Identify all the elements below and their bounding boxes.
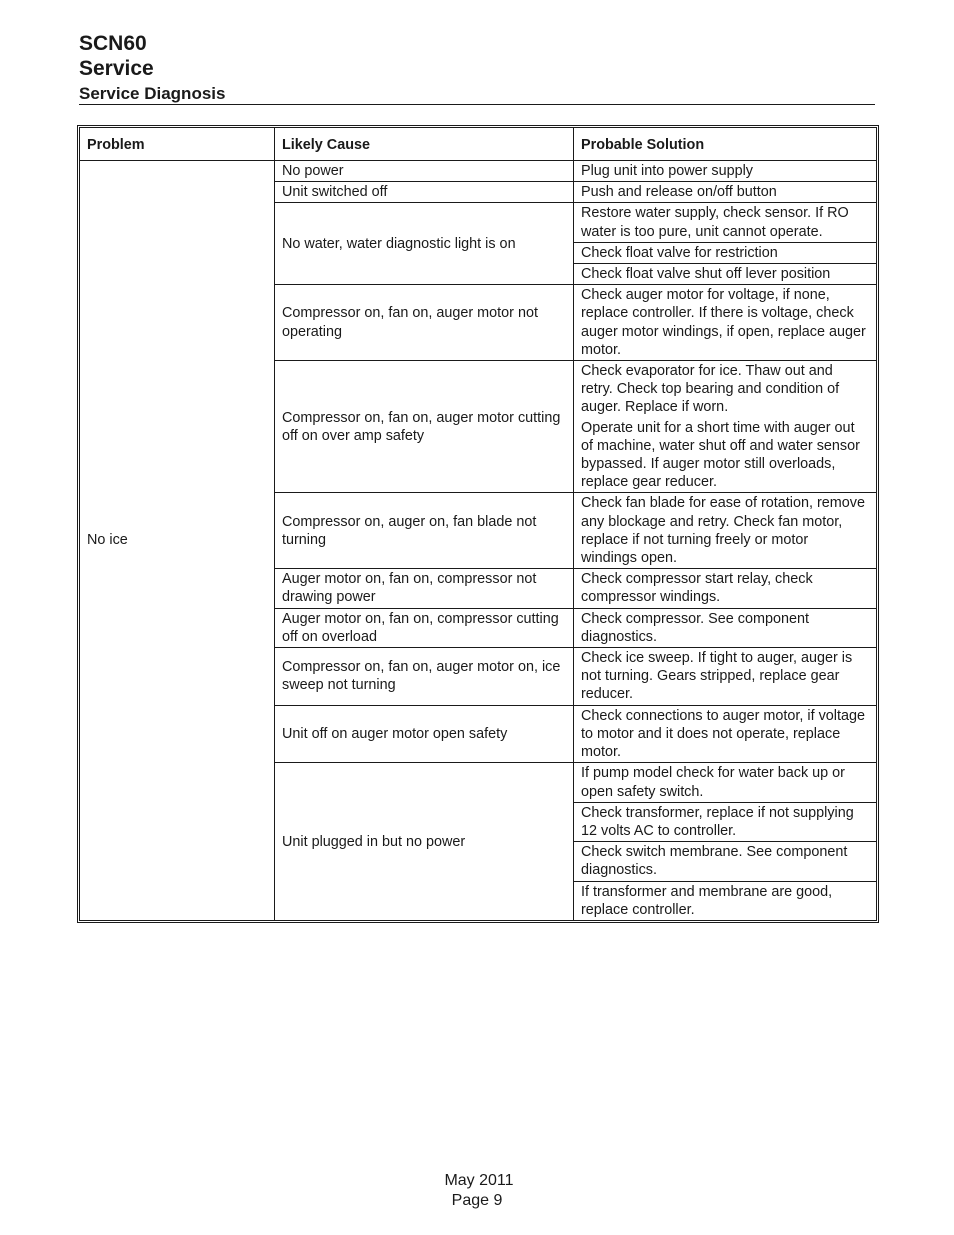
probable-solution-cell — [574, 763, 877, 802]
probable-solution-cell — [574, 648, 877, 706]
likely-cause-cell: No power — [275, 161, 574, 182]
likely-cause-cell: Unit switched off — [275, 182, 574, 203]
probable-solution-cell — [574, 493, 877, 569]
header-divider — [79, 104, 875, 105]
likely-cause-cell: No water, water diagnostic light is on — [275, 203, 574, 285]
solution-text: Plug unit into power supply — [581, 163, 753, 179]
service-diagnosis-table — [79, 127, 877, 921]
solution-text: Check connections to auger motor, if voltage to motor and it does not operate, replace motor. — [581, 707, 865, 761]
likely-cause-cell: Compressor on, fan on, auger motor on, ice sweep not turning — [275, 648, 574, 706]
solution-text: Restore water supply, check sensor. If RO water is too pure, unit cannot operate. — [581, 205, 849, 240]
solution-text: Check evaporator for ice. Thaw out and retry. Check top bearing and condition of auger. Replace if worn. — [581, 363, 840, 416]
probable-solution-cell — [574, 182, 877, 203]
table-header-row — [80, 128, 877, 161]
table-row — [80, 161, 877, 182]
likely-cause-cell: Auger motor on, fan on, compressor not drawing power — [275, 569, 574, 608]
column-header-likely-cause: Likely Cause — [275, 128, 574, 161]
probable-solution-cell — [574, 802, 877, 841]
probable-solution-cell — [574, 361, 877, 493]
likely-cause-cell: Compressor on, auger on, fan blade not turning — [275, 493, 574, 569]
column-header-problem: Problem — [80, 128, 275, 161]
footer-date: May 2011 — [444, 1172, 514, 1189]
probable-solution-cell — [574, 881, 877, 920]
likely-cause-cell: Auger motor on, fan on, compressor cutting off on overload — [275, 608, 574, 647]
document-section-title: Service — [79, 57, 154, 80]
column-header-probable-solution: Probable Solution — [574, 128, 877, 161]
probable-solution-cell — [574, 569, 877, 608]
document-subsection-title: Service Diagnosis — [79, 84, 226, 103]
solution-text: Push and release on/off button — [581, 184, 777, 201]
probable-solution-cell — [574, 242, 877, 263]
probable-solution-cell — [574, 203, 877, 242]
solution-text: Check transformer, replace if not supplying 12 volts AC to controller. — [581, 804, 854, 839]
probable-solution-cell — [574, 705, 877, 763]
document-model-title: SCN60 — [79, 32, 147, 55]
likely-cause-cell: Compressor on, fan on, auger motor not operating — [275, 285, 574, 361]
solution-text: Check compressor. See component diagnostics. — [581, 610, 809, 645]
probable-solution-cell — [574, 161, 877, 182]
probable-solution-cell — [574, 264, 877, 285]
table-body — [80, 161, 877, 921]
solution-text: Check switch membrane. See component diagnostics. — [581, 844, 848, 879]
solution-text: Operate unit for a short time with auger out of machine, water shut off and water sensor bypassed. If auger motor still overloads, replace gear reducer. — [581, 419, 860, 491]
problem-cell: No ice — [80, 161, 275, 921]
solution-text: If pump model check for water back up or open safety switch. — [581, 765, 845, 800]
probable-solution-cell — [574, 608, 877, 647]
probable-solution-cell — [574, 842, 877, 881]
solution-text: If transformer and membrane are good, replace controller. — [581, 883, 833, 918]
probable-solution-cell — [574, 285, 877, 361]
solution-text: Check float valve for restriction — [581, 244, 778, 261]
likely-cause-cell: Unit plugged in but no power — [275, 763, 574, 921]
solution-text: Check auger motor for voltage, if none, replace controller. If there is voltage, check auger motor windings, if open, replace auger motor. — [581, 287, 866, 358]
solution-text: Check float valve shut off lever position — [581, 266, 831, 283]
solution-text: Check ice sweep. If tight to auger, auger is not turning. Gears stripped, replace gear reducer. — [581, 650, 853, 703]
likely-cause-cell: Compressor on, fan on, auger motor cutting off on over amp safety — [275, 361, 574, 493]
likely-cause-cell: Unit off on auger motor open safety — [275, 705, 574, 763]
footer-page-number: Page 9 — [451, 1192, 503, 1209]
solution-text: Check compressor start relay, check compressor windings. — [581, 571, 813, 606]
solution-text: Check fan blade for ease of rotation, remove any blockage and retry. Check fan motor, replace if not turning freely or motor windings open. — [581, 495, 865, 567]
